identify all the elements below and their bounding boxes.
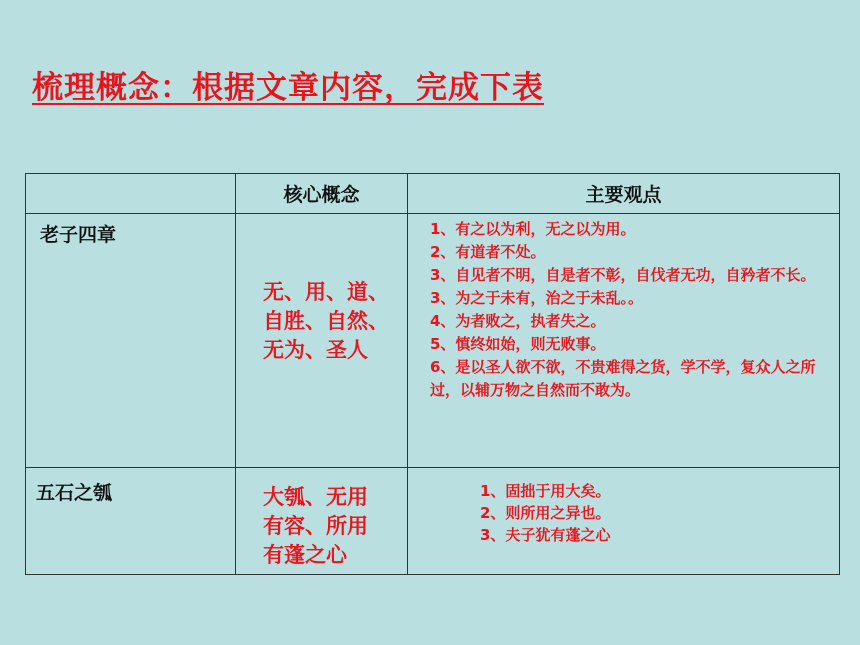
concepts-text: 大瓠、无用 有容、所用 有蓬之心 bbox=[263, 485, 368, 567]
point-item: 1、固拙于用大矣。 bbox=[480, 482, 611, 500]
concepts-text: 无、用、道、 自胜、自然、 无为、圣人 bbox=[263, 280, 389, 362]
work-cell bbox=[26, 468, 236, 575]
concepts-cell bbox=[236, 468, 408, 575]
point-item: 2、则所用之异也。 bbox=[480, 504, 611, 522]
table-row bbox=[26, 214, 840, 468]
point-item: 2、有道者不处。 bbox=[430, 243, 546, 261]
point-item: 6、是以圣人欲不欲，不贵难得之货，学不学，复众人之所过，以辅万物之自然而不敢为。 bbox=[430, 358, 816, 399]
header-cell-work bbox=[26, 174, 236, 214]
point-item: 1、有之以为利，无之以为用。 bbox=[430, 220, 636, 238]
points-list bbox=[408, 468, 839, 546]
work-title: 五石之瓠 bbox=[36, 482, 113, 504]
work-title: 老子四章 bbox=[40, 224, 117, 246]
header-cell-core-concepts: 核心概念 bbox=[236, 174, 408, 214]
header-cell-main-views: 主要观点 bbox=[408, 174, 840, 214]
point-item: 3、夫子犹有蓬之心 bbox=[480, 526, 611, 544]
table-header-row bbox=[26, 174, 840, 214]
point-item: 3、自见者不明，自是者不彰，自伐者无功，自矜者不长。 bbox=[430, 266, 816, 284]
work-cell bbox=[26, 214, 236, 468]
table-row bbox=[26, 468, 840, 575]
concepts-cell bbox=[236, 214, 408, 468]
concept-table bbox=[25, 173, 840, 575]
point-item: 4、为者败之，执者失之。 bbox=[430, 312, 606, 330]
page-title: 梳理概念：根据文章内容，完成下表 bbox=[32, 70, 544, 106]
point-item: 5、慎终如始，则无败事。 bbox=[430, 335, 606, 353]
point-item: 3、为之于未有，治之于未乱。。 bbox=[430, 289, 643, 307]
points-cell bbox=[408, 468, 840, 575]
points-list bbox=[408, 214, 839, 402]
points-cell bbox=[408, 214, 840, 468]
